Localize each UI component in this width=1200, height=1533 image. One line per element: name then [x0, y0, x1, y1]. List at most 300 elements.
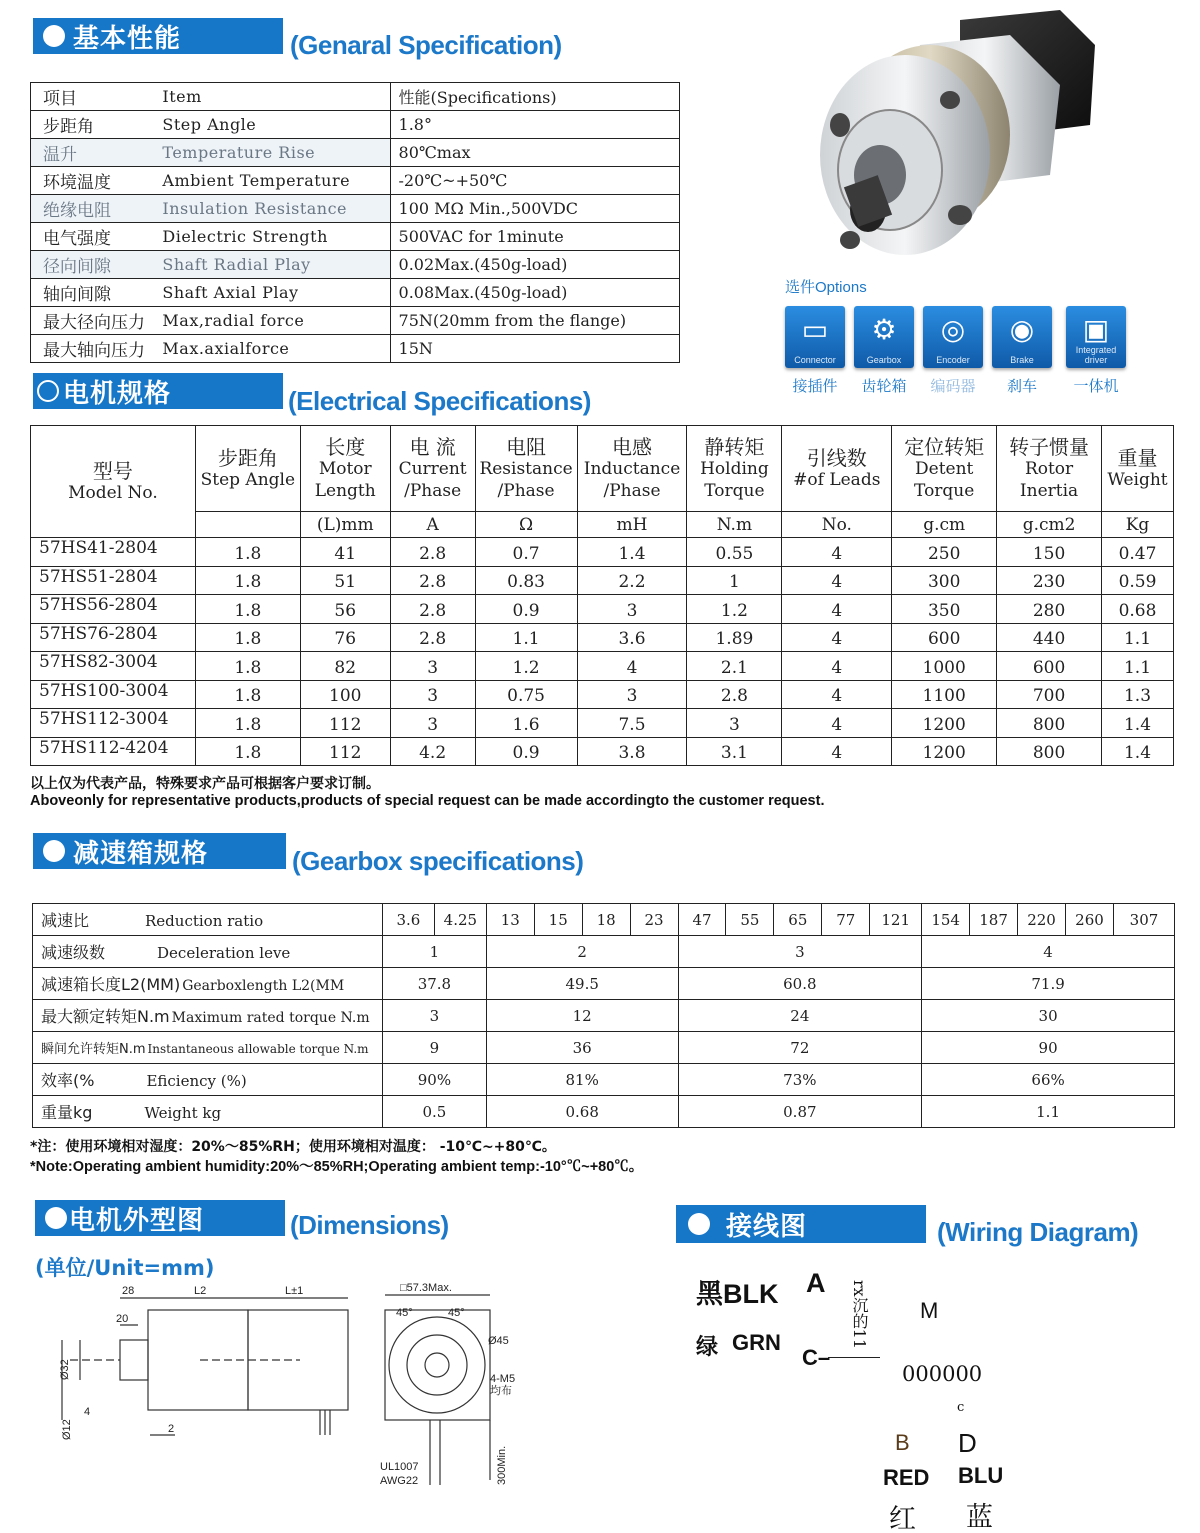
- general-row-en: Ambient Temperature: [160, 167, 390, 195]
- general-row-value: 0.08Max.(450g-load): [390, 279, 679, 307]
- dim-len: 300Min.: [496, 1445, 508, 1485]
- gearbox-section-bar: [33, 833, 286, 869]
- gearbox-value-cell: 71.9: [922, 968, 1175, 1000]
- value-cell: 4: [782, 623, 892, 652]
- value-cell: 4: [782, 566, 892, 595]
- gearbox-row: [33, 1064, 1175, 1096]
- value-cell: 2.8: [390, 623, 475, 652]
- value-cell: 3.1: [687, 737, 782, 766]
- gearbox-value-cell: 49.5: [486, 968, 678, 1000]
- dim-28: 28: [122, 1285, 135, 1297]
- gearbox-value-cell: 36: [486, 1032, 678, 1064]
- gearbox-row-label: [33, 968, 383, 1000]
- value-cell: 280: [997, 595, 1102, 624]
- wire-b: B: [895, 1430, 910, 1455]
- header-en: Rotor Inertia: [1019, 458, 1079, 501]
- value-cell: 1.1: [475, 623, 577, 652]
- value-cell: 1.1: [1102, 652, 1174, 681]
- value-cell: 1.4: [577, 538, 687, 567]
- ratio-cell: 55: [726, 904, 774, 936]
- value-cell: 41: [300, 538, 390, 567]
- general-row-en: Shaft Radial Play: [160, 251, 390, 279]
- header-en: Model No.: [68, 482, 158, 503]
- general-row: [31, 139, 680, 167]
- value-cell: 3.8: [577, 737, 687, 766]
- value-cell: 0.7: [475, 538, 577, 567]
- dim-l2: L2: [194, 1285, 207, 1297]
- general-row-en: Temperature Rise: [160, 139, 390, 167]
- unit-cell: Ω: [475, 512, 577, 538]
- unit-cell: (L)mm: [300, 512, 390, 538]
- header-zh: 型号: [92, 458, 133, 483]
- header-zh: 长度: [325, 434, 366, 459]
- option-label: 齿轮箱: [861, 377, 907, 395]
- value-cell: 1.8: [195, 737, 300, 766]
- header-zh: 重量: [1117, 445, 1158, 470]
- label-en: Maximum rated torque N.m: [171, 1010, 370, 1026]
- model-cell: 57HS41-2804: [31, 538, 196, 567]
- value-cell: 3: [390, 652, 475, 681]
- dim-32: Ø32: [59, 1359, 71, 1380]
- general-row: [31, 167, 680, 195]
- electrical-row: [31, 737, 1174, 766]
- wiring-title-zh: 接线图: [726, 1211, 808, 1242]
- electrical-header-cell: [300, 426, 390, 512]
- electrical-header-cell: [475, 426, 577, 512]
- value-cell: 1.2: [687, 595, 782, 624]
- wiring-title-en: (Wiring Diagram): [937, 1217, 1139, 1247]
- gearbox-value-cell: 90%: [382, 1064, 486, 1096]
- dim-l1: L±1: [285, 1285, 304, 1297]
- brake-icon[interactable]: [992, 306, 1052, 368]
- value-cell: 300: [892, 566, 997, 595]
- ratio-cell: 65: [774, 904, 822, 936]
- gearbox-value-cell: 81%: [486, 1064, 678, 1096]
- general-spec-table: [30, 82, 680, 363]
- ratio-cell: 187: [970, 904, 1018, 936]
- electrical-row: [31, 538, 1174, 567]
- label-zh: 瞬间允许转矩N.m: [41, 1042, 146, 1057]
- value-cell: 2.8: [390, 566, 475, 595]
- ratio-cell: 13: [486, 904, 534, 936]
- label-en: Deceleration leve: [157, 944, 291, 962]
- electrical-section-bar: [33, 373, 283, 409]
- label-zh: 减速级数: [41, 943, 106, 962]
- dim-m5: 4-M5: [490, 1373, 516, 1385]
- model-cell: 57HS82-3004: [31, 652, 196, 681]
- electrical-header-cell: [1102, 426, 1174, 512]
- value-cell: 800: [997, 737, 1102, 766]
- value-cell: 3: [577, 595, 687, 624]
- value-cell: 1.89: [687, 623, 782, 652]
- dim-2: 2: [168, 1423, 175, 1435]
- header-en: Resistance /Phase: [479, 458, 573, 501]
- general-title-zh: 基本性能: [73, 23, 182, 54]
- unit-cell: No.: [782, 512, 892, 538]
- electrical-row: [31, 709, 1174, 738]
- header-zh: 电阻: [506, 434, 547, 459]
- option-symbol: ▣: [1082, 314, 1110, 345]
- ratio-cell: 23: [630, 904, 678, 936]
- wire-coil: 000000: [902, 1362, 983, 1386]
- gearbox-value-cell: 37.8: [382, 968, 486, 1000]
- value-cell: 4.2: [390, 737, 475, 766]
- general-row-value: 性能(Specifications): [390, 83, 679, 111]
- value-cell: 51: [300, 566, 390, 595]
- value-cell: 100: [300, 680, 390, 709]
- electrical-unit-row: [31, 512, 1174, 538]
- dim-square: □57.3Max.: [400, 1282, 452, 1294]
- general-row: [31, 223, 680, 251]
- value-cell: 1.2: [475, 652, 577, 681]
- general-row-en: Dielectric Strength: [160, 223, 390, 251]
- label-zh: 减速比: [41, 911, 90, 930]
- header-zh: 转子惯量: [1009, 434, 1090, 459]
- electrical-header-cell: [892, 426, 997, 512]
- option-caption: Gearbox: [866, 355, 902, 365]
- value-cell: 3: [390, 680, 475, 709]
- value-cell: 1.8: [195, 623, 300, 652]
- label-zh: 最大额定转矩N.m: [41, 1007, 170, 1026]
- wire-blu-zh: 蓝: [966, 1502, 993, 1533]
- ratio-cell: 154: [922, 904, 970, 936]
- wire-c-small: c: [957, 1400, 965, 1415]
- dim-45b: 45°: [448, 1307, 465, 1319]
- dim-awg: AWG22: [380, 1475, 419, 1487]
- unit-cell: g.cm: [892, 512, 997, 538]
- unit-cell: A: [390, 512, 475, 538]
- wire-vertical-text: rx沉的11: [850, 1280, 869, 1350]
- label-en: Reduction ratio: [145, 912, 264, 930]
- value-cell: 4: [782, 737, 892, 766]
- ratio-cell: 77: [822, 904, 870, 936]
- electrical-row: [31, 566, 1174, 595]
- dim-12: Ø12: [61, 1419, 73, 1440]
- gearbox-row-label: [33, 1000, 383, 1032]
- electrical-header-cell: [782, 426, 892, 512]
- general-row-zh: 电气强度: [31, 223, 161, 251]
- value-cell: 800: [997, 709, 1102, 738]
- general-row-zh: 最大轴向压力: [31, 335, 161, 363]
- header-en: #of Leads: [793, 469, 881, 490]
- wire-grn-zh: 绿: [696, 1335, 719, 1360]
- gearbox-value-cell: 60.8: [678, 968, 922, 1000]
- electrical-spec-table: [30, 425, 1174, 766]
- value-cell: 2.8: [390, 538, 475, 567]
- value-cell: 700: [997, 680, 1102, 709]
- gearbox-value-cell: 24: [678, 1000, 922, 1032]
- general-row: [31, 307, 680, 335]
- gearbox-row: [33, 1000, 1175, 1032]
- dimensions-title-zh: 电机外型图: [69, 1205, 205, 1236]
- value-cell: 4: [782, 709, 892, 738]
- value-cell: 0.47: [1102, 538, 1174, 567]
- gearbox-value-cell: 1: [382, 936, 486, 968]
- electrical-row: [31, 623, 1174, 652]
- header-en: Detent Torque: [914, 458, 975, 501]
- value-cell: 250: [892, 538, 997, 567]
- header-en: Holding Torque: [700, 458, 769, 501]
- gearbox-note-zh: *注：使用环境相对湿度：20%～85%RH；使用环境相对温度： -10℃~+80℃。: [30, 1139, 556, 1155]
- label-en: Eficiency (%): [146, 1072, 247, 1090]
- connector-icon[interactable]: [785, 306, 845, 368]
- gearbox-note-en: *Note:Operating ambient humidity:20%～85%RH;Operating ambient temp:-10°℃~+80℃。: [30, 1159, 644, 1175]
- dim-20: 20: [116, 1313, 129, 1325]
- dimensions-title-en: (Dimensions): [290, 1210, 449, 1240]
- label-en: Instantaneous allowable torque N.m: [147, 1042, 369, 1056]
- ratio-cell: 260: [1066, 904, 1114, 936]
- gearbox-value-cell: 0.87: [678, 1096, 922, 1128]
- value-cell: 4: [577, 652, 687, 681]
- option-caption: Encoder: [936, 355, 970, 365]
- wire-grn: GRN: [732, 1330, 781, 1355]
- value-cell: 1.1: [1102, 623, 1174, 652]
- electrical-row: [31, 595, 1174, 624]
- gearbox-value-cell: 4: [922, 936, 1175, 968]
- value-cell: 3.6: [577, 623, 687, 652]
- value-cell: 600: [892, 623, 997, 652]
- general-row-value: 500VAC for 1minute: [390, 223, 679, 251]
- option-caption: Connector: [794, 355, 836, 365]
- general-row-zh: 轴向间隙: [31, 279, 161, 307]
- option-caption: Integrated driver: [1075, 345, 1117, 365]
- electrical-header-cell: [997, 426, 1102, 512]
- ratio-cell: 15: [534, 904, 582, 936]
- value-cell: 0.55: [687, 538, 782, 567]
- gearbox-icon[interactable]: [854, 306, 914, 368]
- gearbox-value-cell: 0.68: [486, 1096, 678, 1128]
- option-label: 编码器: [930, 377, 976, 395]
- bullet-ring-icon: [37, 380, 59, 402]
- gearbox-value-cell: 3: [382, 1000, 486, 1032]
- dim-4: 4: [84, 1406, 91, 1418]
- electrical-row: [31, 680, 1174, 709]
- encoder-icon[interactable]: [923, 306, 983, 368]
- electrical-row: [31, 652, 1174, 681]
- unit-cell: Kg: [1102, 512, 1174, 538]
- gearbox-row-label: [33, 1064, 383, 1096]
- gearbox-row: [33, 936, 1175, 968]
- unit-cell: N.m: [687, 512, 782, 538]
- general-row-en: Item: [160, 83, 390, 111]
- general-row: [31, 335, 680, 363]
- wire-d: D: [958, 1428, 977, 1458]
- value-cell: 1200: [892, 737, 997, 766]
- gearbox-ratio-row: [33, 904, 1175, 936]
- wire-c: C–: [802, 1345, 831, 1370]
- general-row-value: 0.02Max.(450g-load): [390, 251, 679, 279]
- header-zh: 电 流: [409, 434, 456, 459]
- value-cell: 56: [300, 595, 390, 624]
- ratio-cell: 121: [870, 904, 922, 936]
- general-section-bar: [33, 18, 283, 54]
- bullet-icon: [688, 1213, 710, 1235]
- value-cell: 1: [687, 566, 782, 595]
- general-row-zh: 绝缘电阻: [31, 195, 161, 223]
- value-cell: 1.4: [1102, 709, 1174, 738]
- value-cell: 1.8: [195, 652, 300, 681]
- general-row-value: 100 MΩ Min.,500VDC: [390, 195, 679, 223]
- value-cell: 82: [300, 652, 390, 681]
- wire-m: M: [920, 1298, 939, 1323]
- value-cell: 0.68: [1102, 595, 1174, 624]
- value-cell: 0.75: [475, 680, 577, 709]
- value-cell: 2.2: [577, 566, 687, 595]
- bullet-icon: [43, 25, 65, 47]
- gearbox-value-cell: 90: [922, 1032, 1175, 1064]
- wire-line: [828, 1357, 880, 1358]
- value-cell: 230: [997, 566, 1102, 595]
- dim-45a: 45°: [396, 1307, 413, 1319]
- label-en: Weight kg: [144, 1104, 222, 1122]
- gearbox-row-label: [33, 1096, 383, 1128]
- gearbox-value-cell: 0.5: [382, 1096, 486, 1128]
- label-zh: 减速箱长度L2(MM): [41, 975, 181, 994]
- general-title-en: (Genaral Specification): [290, 30, 562, 60]
- electrical-note-zh: 以上仅为代表产品，特殊要求产品可根据客户要求订制。: [30, 776, 380, 792]
- gearbox-row-label: [33, 1032, 383, 1064]
- ratio-cell: 18: [582, 904, 630, 936]
- ratio-cell: 220: [1018, 904, 1066, 936]
- wire-red: RED: [883, 1465, 930, 1490]
- value-cell: 112: [300, 709, 390, 738]
- general-row-zh: 环境温度: [31, 167, 161, 195]
- value-cell: 2.8: [687, 680, 782, 709]
- general-row-en: Shaft Axial Play: [160, 279, 390, 307]
- electrical-header-cell: [687, 426, 782, 512]
- model-cell: 57HS76-2804: [31, 623, 196, 652]
- label-zh: 效率(%: [41, 1071, 95, 1090]
- value-cell: 3: [687, 709, 782, 738]
- value-cell: 440: [997, 623, 1102, 652]
- gearbox-value-cell: 2: [486, 936, 678, 968]
- value-cell: 4: [782, 652, 892, 681]
- wire-blu: BLU: [958, 1463, 1004, 1488]
- gearbox-value-cell: 9: [382, 1032, 486, 1064]
- value-cell: 1.3: [1102, 680, 1174, 709]
- value-cell: 150: [997, 538, 1102, 567]
- value-cell: 600: [997, 652, 1102, 681]
- value-cell: 2.1: [687, 652, 782, 681]
- electrical-note-en: Aboveonly for representative products,products of special request can be made accordingto the customer request.: [30, 793, 825, 809]
- general-row-value: 80℃max: [390, 139, 679, 167]
- value-cell: 0.9: [475, 737, 577, 766]
- bullet-icon: [43, 840, 65, 862]
- value-cell: 0.83: [475, 566, 577, 595]
- header-en: Inductance /Phase: [583, 458, 681, 501]
- gearbox-value-cell: 73%: [678, 1064, 922, 1096]
- value-cell: 1100: [892, 680, 997, 709]
- general-row-value: 15N: [390, 335, 679, 363]
- general-row: [31, 111, 680, 139]
- general-row-value: 75N(20mm from the flange): [390, 307, 679, 335]
- dim-d45: Ø45: [488, 1335, 509, 1347]
- value-cell: 1.8: [195, 595, 300, 624]
- value-cell: 4: [782, 680, 892, 709]
- value-cell: 1.8: [195, 538, 300, 567]
- ratio-label: [33, 904, 383, 936]
- value-cell: 7.5: [577, 709, 687, 738]
- value-cell: 1200: [892, 709, 997, 738]
- gearbox-value-cell: 66%: [922, 1064, 1175, 1096]
- general-row-zh: 径向间隙: [31, 251, 161, 279]
- ratio-cell: 3.6: [382, 904, 434, 936]
- electrical-header-row: [31, 426, 1174, 512]
- gearbox-row: [33, 1096, 1175, 1128]
- value-cell: 112: [300, 737, 390, 766]
- options-title: 选件Options: [785, 279, 867, 296]
- value-cell: 76: [300, 623, 390, 652]
- ratio-cell: 307: [1113, 904, 1174, 936]
- model-cell: 57HS51-2804: [31, 566, 196, 595]
- value-cell: 0.9: [475, 595, 577, 624]
- value-cell: 3: [577, 680, 687, 709]
- option-caption: Brake: [1010, 355, 1034, 365]
- header-zh: 电感: [612, 434, 653, 459]
- gearbox-row: [33, 1032, 1175, 1064]
- general-row: [31, 251, 680, 279]
- gearbox-value-cell: 1.1: [922, 1096, 1175, 1128]
- value-cell: 350: [892, 595, 997, 624]
- model-cell: 57HS56-2804: [31, 595, 196, 624]
- general-row: [31, 279, 680, 307]
- general-row-zh: 温升: [31, 139, 161, 167]
- gearbox-value-cell: 30: [922, 1000, 1175, 1032]
- dimensions-unit: (单位/Unit=mm): [35, 1256, 215, 1280]
- driver-icon[interactable]: [1066, 306, 1126, 368]
- general-row-en: Insulation Resistance: [160, 195, 390, 223]
- label-zh: 重量kg: [41, 1103, 93, 1122]
- header-zh: 静转矩: [704, 434, 765, 459]
- wire-red-zh: 红: [889, 1504, 916, 1533]
- electrical-title-en: (Electrical Specifications): [288, 386, 591, 416]
- header-zh: 步距角: [217, 445, 278, 470]
- general-row: [31, 195, 680, 223]
- header-en: Motor Length: [314, 458, 376, 501]
- general-row-value: 1.8°: [390, 111, 679, 139]
- ratio-cell: 4.25: [434, 904, 486, 936]
- value-cell: 1.4: [1102, 737, 1174, 766]
- stepper-gear-motor-image: [810, 5, 1110, 270]
- option-symbol: ▭: [801, 314, 829, 345]
- model-cell: 57HS100-3004: [31, 680, 196, 709]
- dimension-drawing: [50, 1280, 540, 1500]
- general-row-value: -20℃~+50℃: [390, 167, 679, 195]
- header-zh: 引线数: [806, 445, 867, 470]
- general-row-en: Max.axialforce: [160, 335, 390, 363]
- gearbox-row-label: [33, 936, 383, 968]
- option-label: 接插件: [792, 377, 838, 395]
- electrical-header-cell: [195, 426, 300, 512]
- gearbox-title-en: (Gearbox specifications): [292, 846, 584, 876]
- wiring-section-bar: [676, 1205, 926, 1243]
- value-cell: 2.8: [390, 595, 475, 624]
- gearbox-value-cell: 3: [678, 936, 922, 968]
- general-row-zh: 步距角: [31, 111, 161, 139]
- header-en: Step Angle: [200, 469, 296, 490]
- unit-cell: [195, 512, 300, 538]
- option-symbol: ⚙: [871, 314, 897, 345]
- general-row-en: Step Angle: [160, 111, 390, 139]
- gearbox-title-zh: 减速箱规格: [73, 838, 209, 869]
- value-cell: 4: [782, 595, 892, 624]
- general-row: [31, 83, 680, 111]
- value-cell: 1.8: [195, 680, 300, 709]
- header-en: Weight: [1107, 469, 1168, 490]
- gearbox-spec-table: [32, 903, 1175, 1128]
- unit-cell: mH: [577, 512, 687, 538]
- dim-ul: UL1007: [380, 1461, 419, 1473]
